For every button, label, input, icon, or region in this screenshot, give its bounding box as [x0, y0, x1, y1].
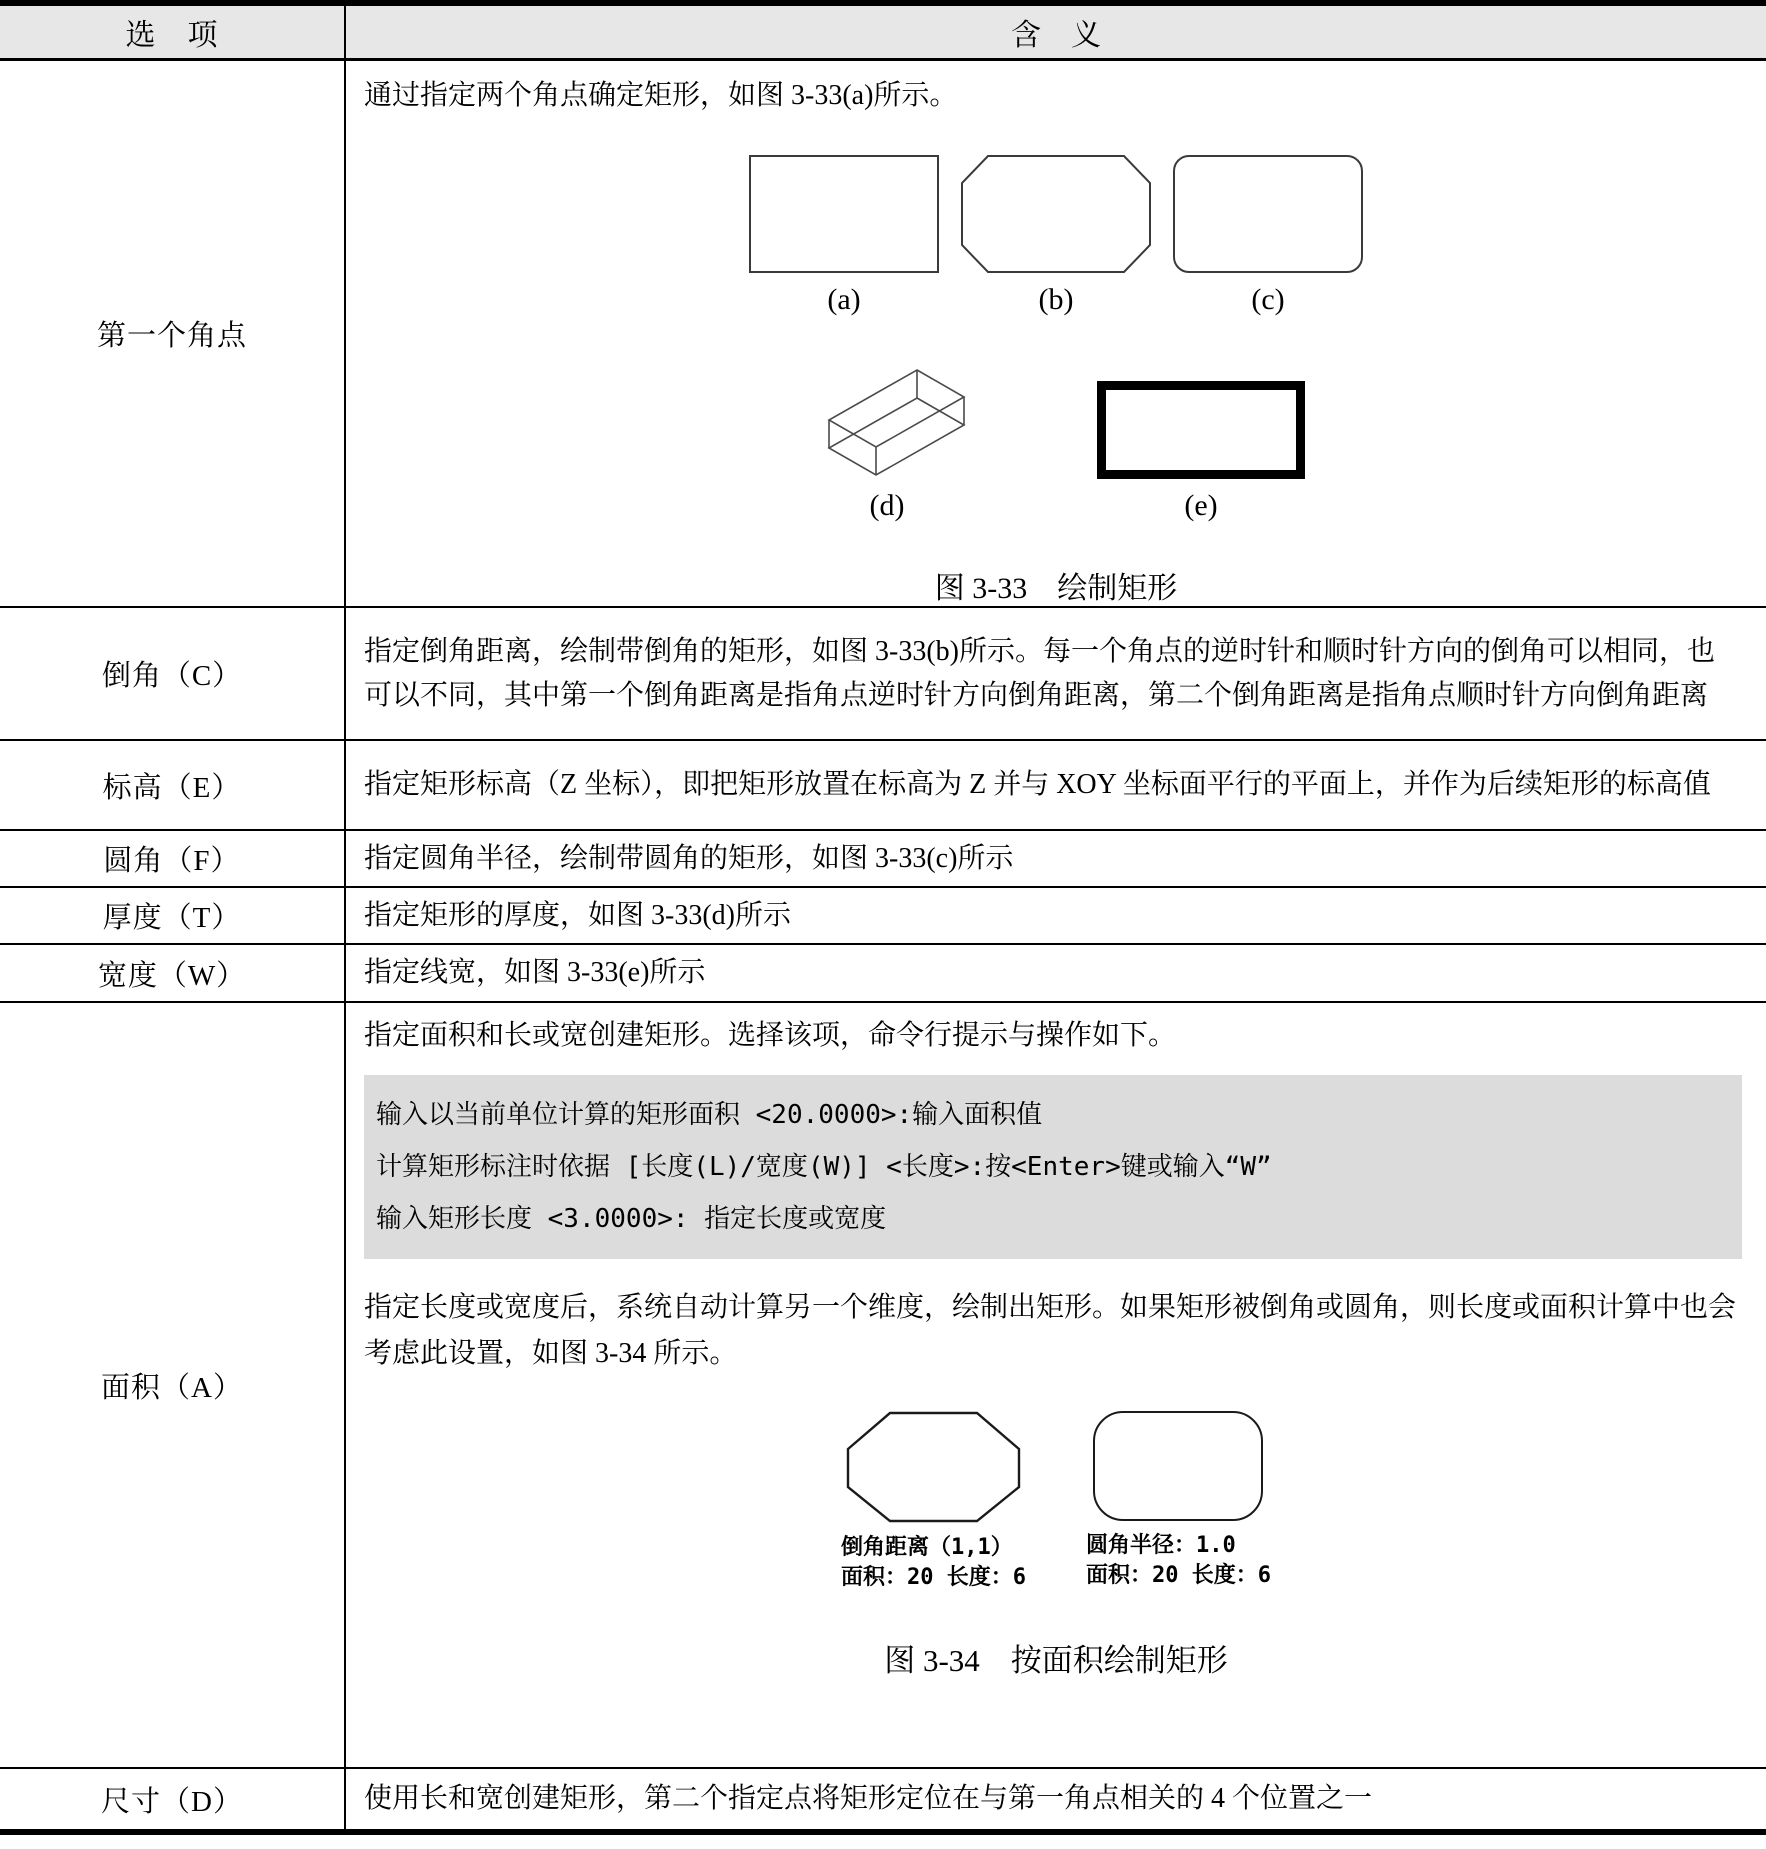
plain-rectangle-shape: [749, 155, 939, 273]
area-intro-text: 指定面积和长或宽创建矩形。选择该项，命令行提示与操作如下。: [364, 1020, 1177, 1051]
figure-34-chamfer-labels: [841, 1533, 1026, 1593]
option-cell: [0, 1003, 346, 1767]
thick-line-rectangle-shape: [1097, 381, 1305, 479]
figure-33-abc-row: [346, 155, 1766, 319]
meaning-cell: [346, 1769, 1766, 1829]
table-row-chamfer: [0, 606, 1766, 739]
option-label: 厚度（T）: [102, 902, 242, 934]
table-header-row: [0, 6, 1766, 58]
figure-34-fillet-labels: [1086, 1531, 1271, 1591]
row-description: 使用长和宽创建矩形，第二个指定点将矩形定位在与第一角点相关的 4 个位置之一: [364, 1783, 1373, 1814]
figure-34-chamfer-example: [841, 1411, 1026, 1593]
wireframe-box-shape: [807, 367, 967, 479]
chamfer-area-length-label: 面积：20 长度：6: [841, 1565, 1026, 1590]
option-cell: [0, 741, 346, 829]
chamfer-distance-label: 倒角距离（1,1）: [841, 1535, 1013, 1560]
table-row-width: [0, 943, 1766, 1001]
fillet-radius-label: 圆角半径：1.0: [1086, 1533, 1236, 1558]
figure-33-de-row: [346, 367, 1766, 525]
option-cell: [0, 888, 346, 943]
table-row-thickness: [0, 886, 1766, 943]
figure-33c: [1173, 155, 1363, 319]
figure-33e: [1097, 381, 1305, 525]
option-label: 宽度（W）: [97, 959, 247, 992]
option-cell: [0, 945, 346, 1001]
meaning-cell: [346, 1003, 1766, 1767]
meaning-cell: [346, 945, 1766, 1001]
meaning-cell: [346, 608, 1766, 739]
option-cell: [0, 1769, 346, 1829]
meaning-cell: [346, 741, 1766, 829]
option-label: 尺寸（D）: [101, 1785, 243, 1818]
header-cell-option: [0, 6, 346, 58]
area-paragraph: 指定长度或宽度后，系统自动计算另一个维度，绘制出矩形。如果矩形被倒角或圆角，则长度或面积计算中也会考虑此设置，如图 3-34 所示。: [364, 1292, 1737, 1369]
figure-34-row: [346, 1411, 1766, 1593]
rounded-rectangle-shape: [1173, 155, 1363, 273]
table-row-first-corner: [0, 58, 1766, 606]
figure-34-fillet-example: [1086, 1411, 1271, 1591]
figure-33b-label: (b): [1038, 283, 1074, 316]
option-label: 倒角（C）: [101, 660, 243, 692]
command-line-2: 计算矩形标注时依据 [长度(L)/宽度(W)] <长度>:按<Enter>键或输入“W”: [376, 1152, 1272, 1182]
option-label: 面积（A）: [101, 1371, 243, 1404]
table-row-fillet: [0, 829, 1766, 886]
command-line-1: 输入以当前单位计算的矩形面积 <20.0000>:输入面积值: [376, 1100, 1043, 1130]
option-label: 标高（E）: [102, 771, 242, 804]
rounded-rectangle-shape: [1093, 1411, 1263, 1521]
header-meaning-label: 含 义: [1011, 19, 1101, 52]
figure-33d: [807, 367, 967, 525]
row-description: 指定矩形的厚度，如图 3-33(d)所示: [364, 899, 791, 931]
meaning-cell: [346, 61, 1766, 606]
option-label: 第一个角点: [96, 320, 247, 352]
option-label: 圆角（F）: [103, 845, 241, 877]
command-line-3: 输入矩形长度 <3.0000>: 指定长度或宽度: [376, 1204, 887, 1234]
row-description: 通过指定两个角点确定矩形，如图 3-33(a)所示。: [364, 80, 958, 111]
command-line-box: [364, 1075, 1742, 1259]
chamfered-octagon-shape: [846, 1411, 1021, 1523]
meaning-cell: [346, 831, 1766, 886]
option-cell: [0, 608, 346, 739]
fillet-area-length-label: 面积：20 长度：6: [1086, 1563, 1271, 1588]
chamfered-rectangle-shape: [961, 155, 1151, 273]
row-description: 指定倒角距离，绘制带倒角的矩形，如图 3-33(b)所示。每一个角点的逆时针和顺时针方向的倒角可以相同，也可以不同，其中第一个倒角距离是指角点逆时针方向倒角距离，第二个倒角距离是指角点顺时针方向倒角距离: [364, 635, 1715, 711]
figure-34-caption: 图 3-34 按面积绘制矩形: [884, 1643, 1228, 1678]
figure-33a-label: (a): [827, 283, 861, 316]
table-row-area: [0, 1001, 1766, 1767]
header-cell-meaning: [346, 6, 1766, 58]
row-description: 指定圆角半径，绘制带圆角的矩形，如图 3-33(c)所示: [364, 842, 1014, 874]
meaning-cell: [346, 888, 1766, 943]
row-description: 指定矩形标高（Z 坐标），即把矩形放置在标高为 Z 并与 XOY 坐标面平行的平面上，并作为后续矩形的标高值: [364, 769, 1711, 800]
table-row-elevation: [0, 739, 1766, 829]
figure-33c-label: (c): [1251, 283, 1285, 316]
header-option-label: 选 项: [125, 19, 219, 52]
row-description: 指定线宽，如图 3-33(e)所示: [364, 957, 706, 988]
option-cell: [0, 61, 346, 606]
option-cell: [0, 831, 346, 886]
figure-33-caption: 图 3-33 绘制矩形: [934, 572, 1178, 605]
table-row-dimensions: [0, 1767, 1766, 1829]
figure-33a: [749, 155, 939, 319]
figure-33e-label: (e): [1184, 489, 1218, 522]
figure-33d-label: (d): [869, 489, 905, 522]
figure-33b: [961, 155, 1151, 319]
